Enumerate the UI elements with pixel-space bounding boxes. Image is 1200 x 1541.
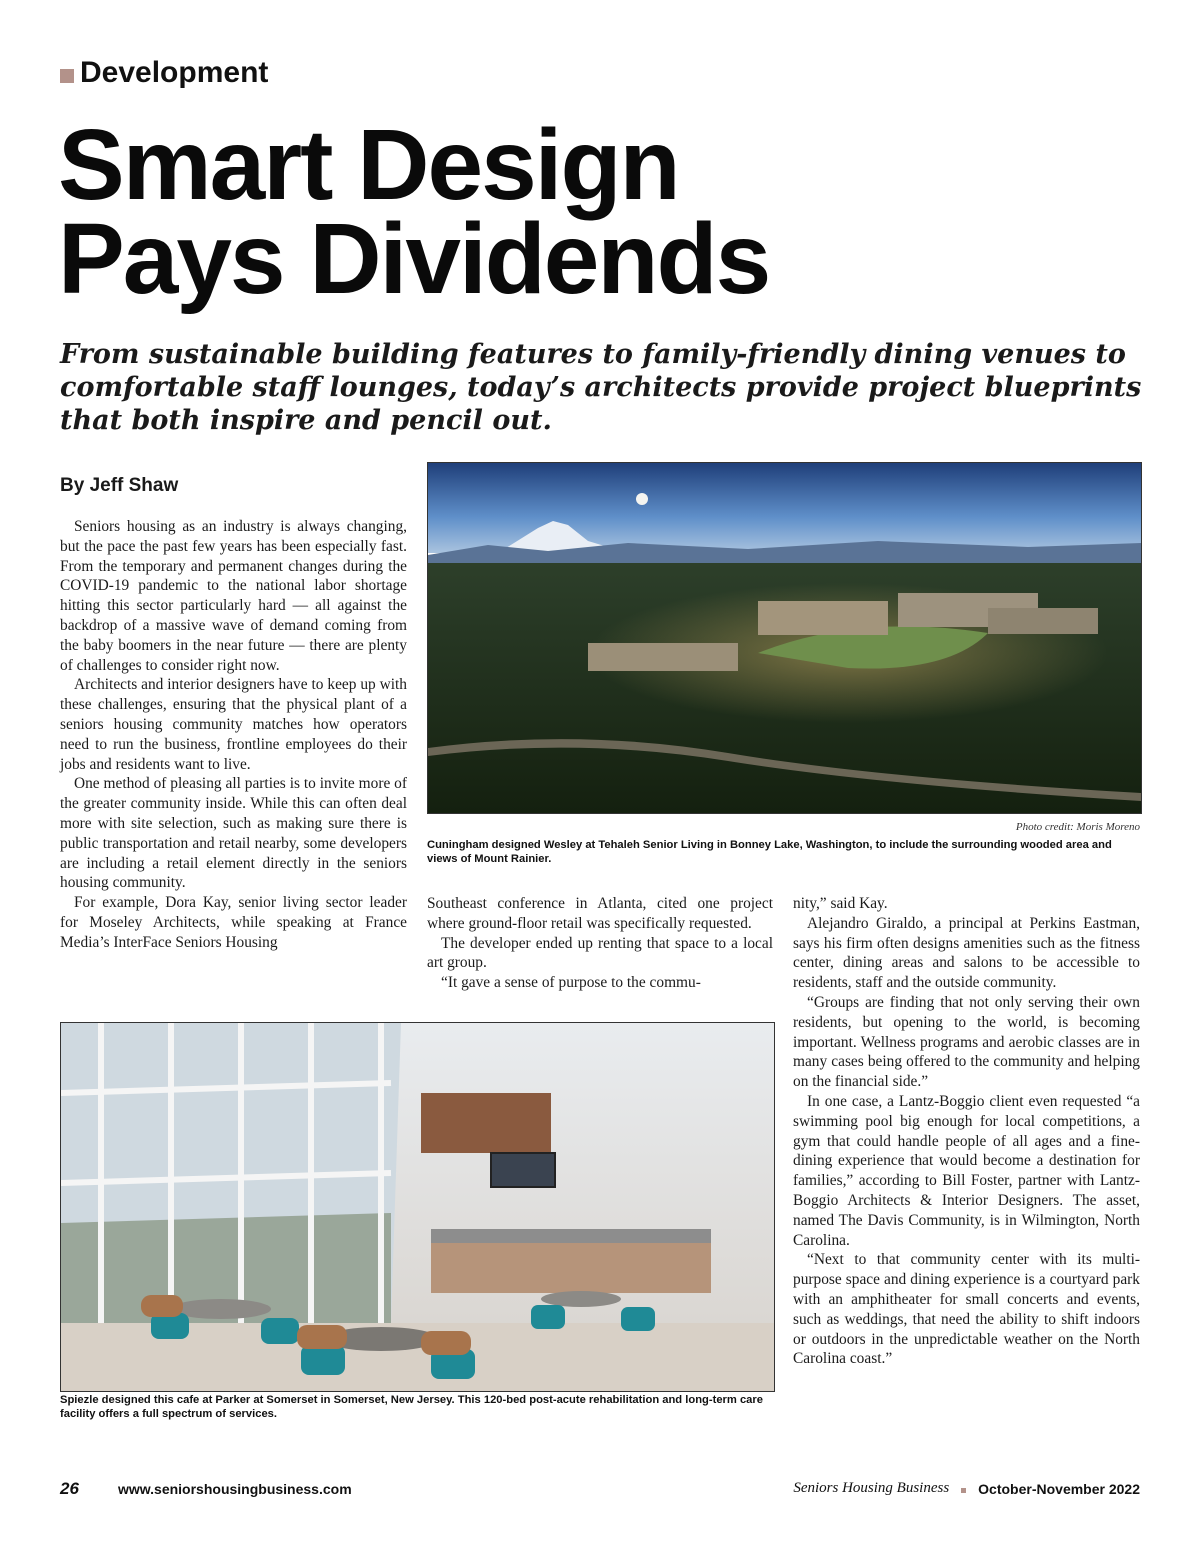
footer-issue-info [793,1480,1140,1497]
column-2-paragraph: The developer ended up renting that space to a local art group. [427,934,773,972]
section-label-text: Development [80,56,269,89]
deck: From sustainable building features to family-friendly dining venues to comfortable staff lounges, today’s architects provide project blueprints that both inspire and pencil out. [60,339,1142,436]
column-1-paragraph: Architects and interior designers have to keep up with these challenges, ensuring that the physical plant of a seniors housing community matches how operators need to run the business, frontline employees do their jobs and residents want to live. [60,676,407,773]
page-number: 26 [60,1479,79,1498]
column-3-paragraph: “Groups are finding that not only serving their own residents, but opening to the world, is becoming important. Wellness programs and aerobic classes are in many cases being offered to the community and helping on the financial side.” [793,993,1140,1091]
column-3-paragraph: In one case, a Lantz-Boggio client even requested “a swimming pool big enough for local competitions, a gym that could handle people of all ages and a fine-dining experience that would become a destination for families,” according to Bill Foster, partner with Lantz-Boggio Architects & Interior Designers. The asset, named The Davis Community, is in Wilmington, North Carolina. [793,1092,1140,1249]
aerial-photo-image [428,463,1141,813]
headline-line-1: Smart Design [58,109,679,221]
column-1 [60,517,407,953]
column-1-paragraph: One method of pleasing all parties is to invite more of the greater community inside. While this can often deal more with site selection, such as making sure there is public transportation and retail nearby, some developers are including a retail element directly in the seniors housing community. [60,775,407,892]
column-1-paragraph: Seniors housing as an industry is always changing, but the pace the past few years has been especially fast. From the temporary and permanent changes during the COVID-19 pandemic to the national labor shortage hitting this sector particularly hard — all against the backdrop of a massive wave of demand coming from the baby boomers in the near future — there are plenty of challenges to consider right now. [60,518,407,674]
footer-url[interactable]: www.seniorshousingbusiness.com [118,1481,352,1497]
column-1-paragraph: For example, Dora Kay, senior living sector leader for Moseley Architects, while speaking at France Media’s InterFace Seniors Housing [60,894,407,951]
photo-caption-1: Cuningham designed Wesley at Tehaleh Senior Living in Bonney Lake, Washington, to include the surrounding wooded area and views of Mount Rainier. [427,839,1112,865]
footer-magazine-name: Seniors Housing Business [793,1480,950,1496]
section-marker [60,69,74,83]
column-2-paragraph: “It gave a sense of purpose to the commu- [441,974,701,992]
headline-line-2: Pays Dividends [58,203,770,315]
cafe-photo [60,1022,775,1392]
column-2-paragraph: Southeast conference in Atlanta, cited one project where ground-floor retail was specifically requested. [427,895,773,932]
footer-separator [961,1488,966,1493]
byline: By Jeff Shaw [60,475,179,496]
column-3 [793,894,1140,1369]
footer-issue-date: October-November 2022 [978,1480,1140,1497]
cafe-photo-image [61,1023,774,1391]
column-3-paragraph: Alejandro Giraldo, a principal at Perkins Eastman, says his firm often designs amenities such as the fitness center, dining areas and salons to be accessible to residents, staff and the outside community. [793,914,1140,992]
photo-caption-2: Spiezle designed this cafe at Parker at Somerset in Somerset, New Jersey. This 120-bed post-acute rehabilitation and long-term care facility offers a full spectrum of services. [60,1394,763,1420]
column-3-paragraph: “Next to that community center with its multi-purpose space and dining experience is a courtyard park with an amphitheater for small concerts and events, such as weddings, that need the ability to shift indoors or outdoors in the unpredictable weather on the North Carolina coast.” [793,1251,1140,1368]
column-2 [427,894,773,993]
photo-credit: Photo credit: Moris Moreno [1015,821,1140,833]
headline [58,109,770,315]
column-3-paragraph: nity,” said Kay. [793,895,888,912]
section-label [60,56,268,90]
aerial-photo [427,462,1142,814]
